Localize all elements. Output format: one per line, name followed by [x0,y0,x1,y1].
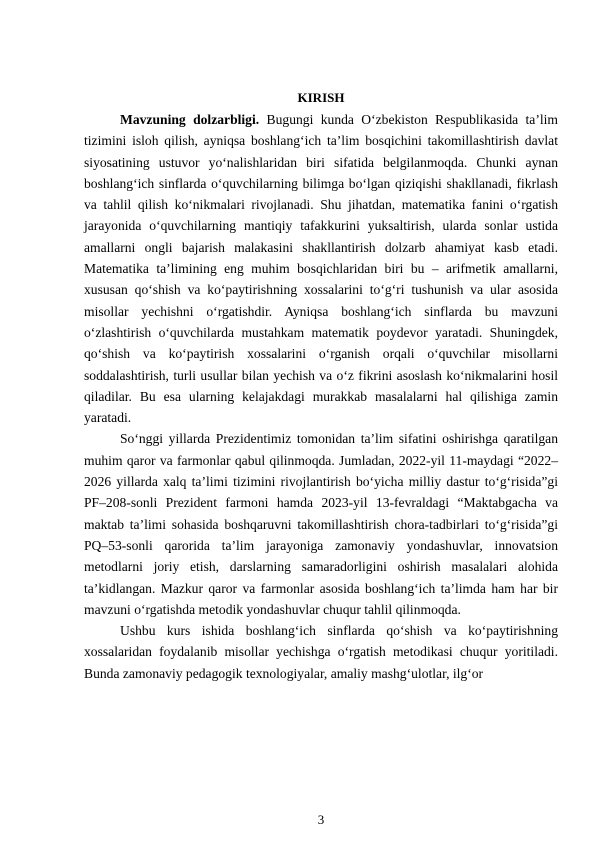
paragraph-text: So‘nggi yillarda Prezidentimiz tomonidan ta’lim sifatini oshirishga qaratilgan muhim qaror va farmonlar qabul qilinmoqda. Jumladan, 2022-yil 11-maydagi “2022–2026 yillarda xalq ta’limi tizimini rivojlantirish bo‘yicha milliy dastur to‘g‘risida”gi PF–208-sonli Prezident farmoni hamda 2023-yil 13-fevraldagi “Maktabgacha va maktab ta’limi sohasida boshqaruvni takomillashtirish chora-tadbirlari to‘g‘risida”gi PQ–53-sonli qarorida ta’lim jarayoniga zamonaviy yondashuvlar, innovatsion metodlarni joriy etish, darslarning samaradorligini oshirish masalalari alohida ta’kidlangan. Mazkur qaror va farmonlar asosida boshlang‘ich ta’limda ham har bir mavzuni o‘rgatishda metodik yondashuvlar chuqur tahlil qilinmoqda. [84,431,558,617]
paragraph-decrees [84,428,558,620]
paragraph-text: Ushbu kurs ishida boshlang‘ich sinflarda qo‘shish va ko‘paytirishning xossalaridan foydalanib misollar yechishga o‘rgatish metodikasi chuqur yoritiladi. Bunda zamonaviy pedagogik texnologiyalar, amaliy mashg‘ulotlar, ilg‘or [84,623,558,681]
page-number: 3 [317,812,325,827]
paragraph-relevance [84,109,558,428]
section-heading: KIRISH [297,90,345,105]
body-text [84,109,558,684]
paragraph-course-work [84,620,558,684]
paragraph-text: Bugungi kunda O‘zbekiston Respublikasida ta’lim tizimini isloh qilish, ayniqsa boshlang‘ich ta’lim bosqichini takomillashtirish davlat siyosatining ustuvor yo‘nalishlaridan biri sifatida belgilanmoqda. Chunki aynan boshlang‘ich sinflarda o‘quvchilarning bilimga bo‘lgan qiziqishi shakllanadi, fikrlash va tahlil qilish ko‘nikmalari rivojlanadi. Shu jihatdan, matematika fanini o‘rgatish jarayonida o‘quvchilarning mantiqiy tafakkurini yuksaltirish, ularda sonlar ustida amallarni ongli bajarish malakasini shakllantirish dolzarb ahamiyat kasb etadi. Matematika ta’limining eng muhim bosqichlaridan biri bu – arifmetik amallarni, xususan qo‘shish va ko‘paytirishning xossalarini to‘g‘ri tushunish va ular asosida misollar yechishni o‘rgatishdir. Ayniqsa boshlang‘ich sinflarda bu mavzuni o‘zlashtirish o‘quvchilarda mustahkam matematik poydevor yaratadi. Shuningdek, qo‘shish va ko‘paytirish xossalarini o‘rganish orqali o‘quvchilar misollarni soddalashtirish, turli usullar bilan yechish va o‘z fikrini asoslash ko‘nikmalarini hosil qiladilar. Bu esa ularning kelajakdagi murakkab masalalarni hal qilishiga zamin yaratadi. [84,112,558,426]
paragraph-lead: Mavzuning dolzarbligi. [120,112,260,127]
